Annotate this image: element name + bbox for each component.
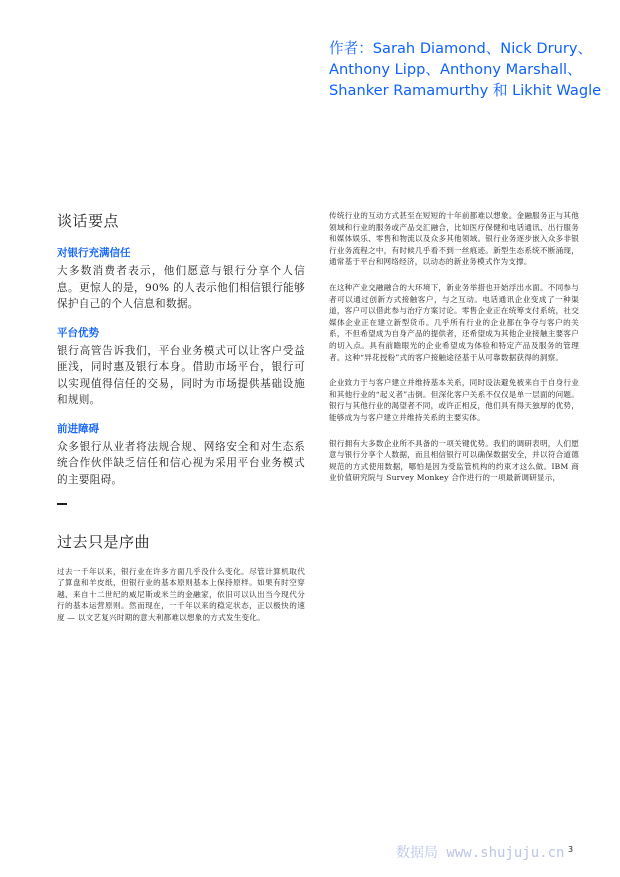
watermark: 数据局 www.shujuju.cn [396,845,565,861]
talking-points-heading: 谈话要点 [57,212,120,230]
talking-point-text-trust: 大多数消费者表示，他们愿意与银行分享个人信息。更惊人的是，90% 的人表示他们相信银行能够保护自己的个人信息和数据。 [57,265,305,310]
past-section-body: 过去一千年以来，银行业在许多方面几乎没什么变化。尽管计算机取代了算盘和羊皮纸，但银行业的基本原则基本上保持原样。如果有时空穿越、来自十二世纪的威尼斯或米兰的金融家，依旧可以认出当今现代分行的基本运营原则。然而现在，一千年以来的稳定状态，正以极快的速度 — 以文艺复兴时期的意大利都难以想象的方式发生变化。 [57,566,305,622]
past-section-heading: 过去只是序曲 [57,532,151,551]
right-paragraph-1: 传统行业的互动方式甚至在短短的十年前都难以想象。金融服务正与其他领域和行业的服务或产品交汇融合，比如医疗保健和电话通讯、出行服务和媒体娱乐、零售和物流以及众多其他领域。银行业务逐步嵌入众多非银行业务流程之中，有时候几乎看不到一丝痕迹。新型生态系统不断涌现，通常基于平台和网络经济，以动态的新业务模式作为支撑。 [329,211,579,267]
talking-point-text-platform: 银行高管告诉我们，平台业务模式可以让客户受益匪浅，同时惠及银行本身。借助市场平台，银行可以实现值得信任的交易，同时为市场提供基础设施和规则。 [57,344,305,406]
left-column [57,210,305,623]
talking-point-title-obstacles: 前进障碍 [57,422,99,435]
right-paragraph-3: 企业致力于与客户建立并维持基本关系，同时设法避免被来自于自身行业和其他行业的“起义者”击倒。但深化客户关系不仅仅是单一层面的问题。银行与其他行业的渴望者不同，或许正相反，他们具有得天独厚的优势，能够成为与客户建立并维持关系的主要实体。 [329,378,579,422]
talking-point-title-platform: 平台优势 [57,326,99,339]
talking-point-title-trust: 对银行充满信任 [57,247,131,259]
right-paragraph-2: 在这种产业交融融合的大环境下，新业务举措也开始浮出水面。不同参与者可以通过创新方式接触客户，与之互动。电话通讯企业变成了一种渠道，客户可以借此参与治疗方案讨论。零售企业正在统筹支付系统，社交媒体企业正在建立新型货币。几乎所有行业的企业都在争夺与客户的关系，不但希望成为自身产品的提供者，还希望成为其他企业接触主要客户的切入点。具有前瞻眼光的企业希望成为体验和特定产品及服务的管理者。这种“异花授粉”式的客户接触途径基于从可靠数据获得的洞察。 [329,282,579,362]
authors-line: 作者：Sarah Diamond、Nick Drury、Anthony Lipp、Anthony Marshall、Shanker Ramamurthy 和 Likhit Wagle [329,40,602,99]
talking-point-text-obstacles: 众多银行从业者将法规合规、网络安全和对生态系统合作伙伴缺乏信任和信心视为采用平台业务模式的主要阻碍。 [57,440,305,486]
section-divider [57,503,67,505]
right-paragraph-4: 银行拥有大多数企业所不具备的一项关键优势。我们的调研表明，人们愿意与银行分享个人数据，而且相信银行可以确保数据安全，并以符合道德规范的方式使用数据，哪怕是因为受监管机构的约束才这么做。IBM 商业价值研究院与 Survey Monkey 合作进行的一项最新调研显示， [329,438,579,483]
page-number: 3 [568,845,574,854]
right-column [329,210,579,498]
